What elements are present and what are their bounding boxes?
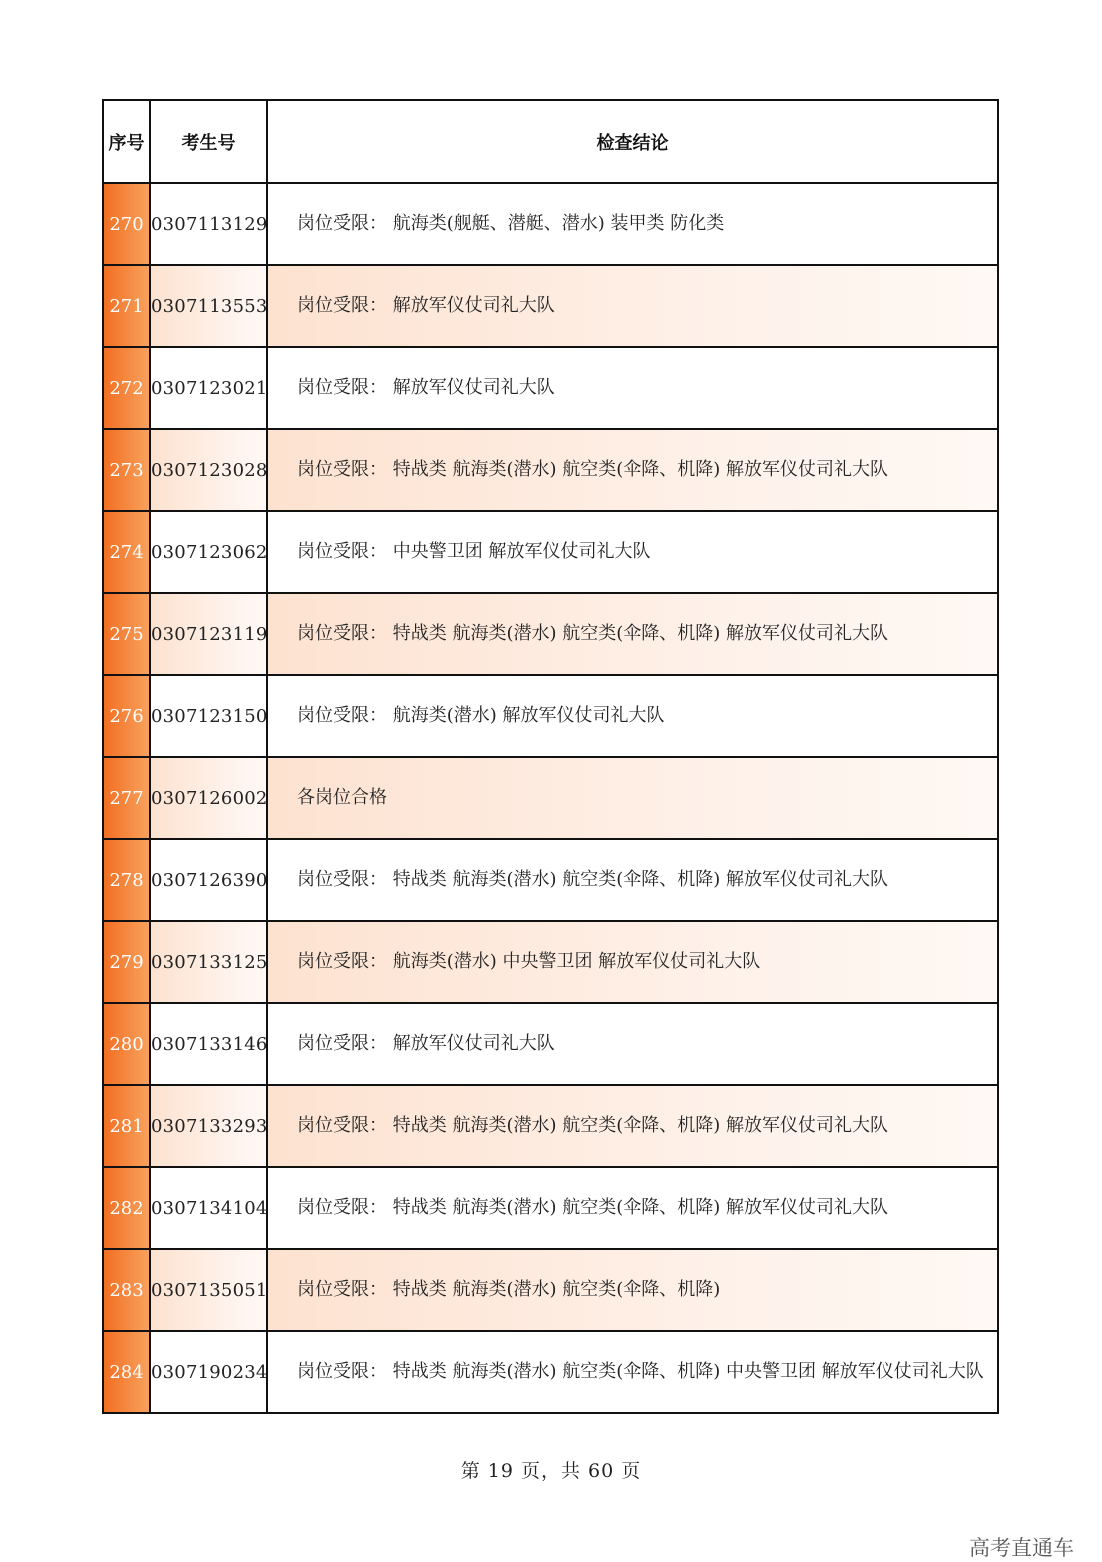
table-row bbox=[103, 1085, 998, 1167]
row-seq: 274 bbox=[103, 511, 150, 593]
row-seq: 279 bbox=[103, 921, 150, 1003]
row-exam-number: 0307133146 bbox=[150, 1003, 267, 1085]
row-seq: 281 bbox=[103, 1085, 150, 1167]
watermark: 高考直通车 bbox=[969, 1536, 1074, 1560]
row-exam-number: 0307123028 bbox=[150, 429, 267, 511]
inspection-table bbox=[102, 99, 999, 1414]
table-row bbox=[103, 1249, 998, 1331]
row-seq: 271 bbox=[103, 265, 150, 347]
table-row bbox=[103, 511, 998, 593]
row-exam-number: 0307190234 bbox=[150, 1331, 267, 1413]
row-seq: 270 bbox=[103, 183, 150, 265]
row-exam-number: 0307113553 bbox=[150, 265, 267, 347]
row-seq: 273 bbox=[103, 429, 150, 511]
row-exam-number: 0307113129 bbox=[150, 183, 267, 265]
row-seq: 278 bbox=[103, 839, 150, 921]
row-seq: 276 bbox=[103, 675, 150, 757]
row-seq: 275 bbox=[103, 593, 150, 675]
header-seq: 序号 bbox=[103, 100, 150, 183]
row-exam-number: 0307123119 bbox=[150, 593, 267, 675]
row-exam-number: 0307126002 bbox=[150, 757, 267, 839]
row-result: 岗位受限： 特战类 航海类(潜水) 航空类(伞降、机降) 解放军仪仗司礼大队 bbox=[267, 1085, 998, 1167]
row-exam-number: 0307133293 bbox=[150, 1085, 267, 1167]
table-row bbox=[103, 1167, 998, 1249]
row-result: 岗位受限： 特战类 航海类(潜水) 航空类(伞降、机降) 解放军仪仗司礼大队 bbox=[267, 1167, 998, 1249]
row-result: 各岗位合格 bbox=[267, 757, 998, 839]
row-exam-number: 0307135051 bbox=[150, 1249, 267, 1331]
table-row bbox=[103, 675, 998, 757]
row-seq: 277 bbox=[103, 757, 150, 839]
row-result: 岗位受限： 解放军仪仗司礼大队 bbox=[267, 265, 998, 347]
page-footer: 第 19 页，共 60 页 bbox=[460, 1460, 642, 1482]
row-exam-number: 0307123062 bbox=[150, 511, 267, 593]
row-result: 岗位受限： 特战类 航海类(潜水) 航空类(伞降、机降) 中央警卫团 解放军仪仗司礼大队 bbox=[267, 1331, 998, 1413]
row-seq: 283 bbox=[103, 1249, 150, 1331]
table-row bbox=[103, 183, 998, 265]
row-result: 岗位受限： 航海类(舰艇、潜艇、潜水) 装甲类 防化类 bbox=[267, 183, 998, 265]
row-exam-number: 0307134104 bbox=[150, 1167, 267, 1249]
table-row bbox=[103, 429, 998, 511]
row-exam-number: 0307133125 bbox=[150, 921, 267, 1003]
row-seq: 284 bbox=[103, 1331, 150, 1413]
row-result: 岗位受限： 解放军仪仗司礼大队 bbox=[267, 1003, 998, 1085]
table-row bbox=[103, 1003, 998, 1085]
table-row bbox=[103, 265, 998, 347]
table-row bbox=[103, 921, 998, 1003]
row-seq: 282 bbox=[103, 1167, 150, 1249]
table-row bbox=[103, 347, 998, 429]
header-exam-number: 考生号 bbox=[150, 100, 267, 183]
row-exam-number: 0307123150 bbox=[150, 675, 267, 757]
table-row bbox=[103, 839, 998, 921]
header-result: 检查结论 bbox=[267, 100, 998, 183]
row-seq: 280 bbox=[103, 1003, 150, 1085]
row-result: 岗位受限： 中央警卫团 解放军仪仗司礼大队 bbox=[267, 511, 998, 593]
table-row bbox=[103, 1331, 998, 1413]
row-result: 岗位受限： 航海类(潜水) 中央警卫团 解放军仪仗司礼大队 bbox=[267, 921, 998, 1003]
row-seq: 272 bbox=[103, 347, 150, 429]
table-header-row bbox=[103, 100, 998, 183]
row-exam-number: 0307123021 bbox=[150, 347, 267, 429]
row-result: 岗位受限： 特战类 航海类(潜水) 航空类(伞降、机降) 解放军仪仗司礼大队 bbox=[267, 429, 998, 511]
row-result: 岗位受限： 特战类 航海类(潜水) 航空类(伞降、机降) 解放军仪仗司礼大队 bbox=[267, 839, 998, 921]
row-result: 岗位受限： 解放军仪仗司礼大队 bbox=[267, 347, 998, 429]
row-result: 岗位受限： 航海类(潜水) 解放军仪仗司礼大队 bbox=[267, 675, 998, 757]
table-row bbox=[103, 757, 998, 839]
row-result: 岗位受限： 特战类 航海类(潜水) 航空类(伞降、机降) 解放军仪仗司礼大队 bbox=[267, 593, 998, 675]
table-row bbox=[103, 593, 998, 675]
row-exam-number: 0307126390 bbox=[150, 839, 267, 921]
row-result: 岗位受限： 特战类 航海类(潜水) 航空类(伞降、机降) bbox=[267, 1249, 998, 1331]
